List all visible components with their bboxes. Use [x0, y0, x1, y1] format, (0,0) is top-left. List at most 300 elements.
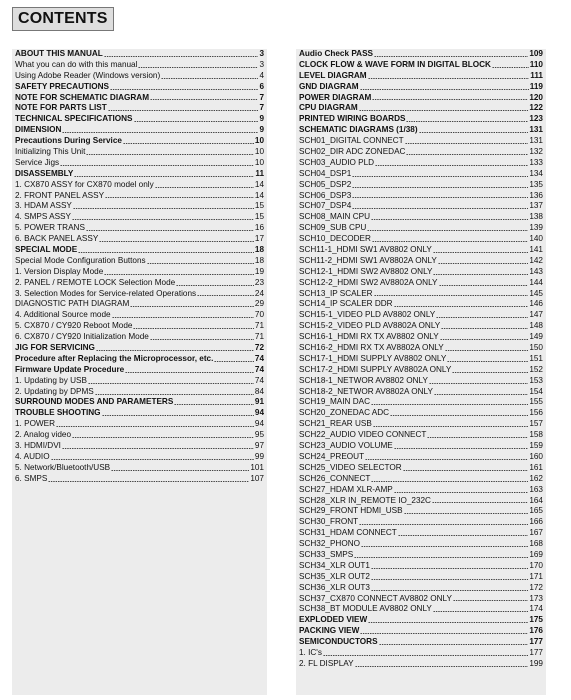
toc-entry-title: DIAGNOSTIC PATH DIAGRAM [15, 299, 130, 309]
toc-page-number: 107 [250, 473, 264, 483]
toc-entry-title: SCH32_PHONO [299, 539, 360, 549]
toc-subentry[interactable] [299, 398, 543, 409]
toc-subentry[interactable] [299, 147, 543, 158]
dot-leader [352, 175, 528, 178]
toc-page-number: 15 [254, 212, 264, 222]
toc-subentry[interactable] [299, 659, 543, 670]
toc-subentry[interactable] [15, 430, 264, 441]
toc-subentry[interactable] [15, 376, 264, 387]
dot-leader [104, 55, 259, 58]
toc-section-entry[interactable] [15, 365, 264, 376]
toc-entry-title: SCH36_XLR OUT3 [299, 582, 370, 592]
toc-page-number: 159 [529, 441, 543, 451]
toc-page-number: 7 [259, 92, 264, 102]
toc-subentry[interactable] [299, 485, 543, 496]
dot-leader [429, 382, 528, 385]
dot-leader [365, 458, 528, 461]
toc-subentry[interactable] [299, 539, 543, 550]
dot-leader [436, 316, 528, 319]
toc-entry-title: SCH35_XLR OUT2 [299, 571, 370, 581]
toc-subentry[interactable] [299, 234, 543, 245]
toc-section-entry[interactable] [15, 398, 264, 409]
toc-page-number: 9 [259, 125, 264, 135]
toc-entry-title: Initializing This Unit [15, 147, 86, 156]
toc-entry-title: SCH05_DSP2 [299, 179, 352, 189]
toc-page-number: 120 [529, 92, 543, 102]
toc-entry-title: SCH27_HDAM XLR-AMP [299, 484, 393, 494]
toc-page-number: 137 [529, 201, 543, 211]
dot-leader [368, 77, 530, 80]
dot-leader [371, 589, 528, 592]
toc-subentry[interactable] [299, 365, 543, 376]
toc-page-number: 149 [529, 332, 543, 342]
toc-subentry[interactable] [15, 299, 264, 310]
toc-subentry[interactable] [299, 517, 543, 528]
toc-subentry[interactable] [299, 267, 543, 278]
toc-subentry[interactable] [299, 550, 543, 561]
dot-leader [359, 523, 528, 526]
dot-leader [419, 131, 529, 134]
toc-page-number: 169 [529, 549, 543, 559]
toc-subentry[interactable] [15, 387, 264, 398]
dot-leader [352, 196, 528, 199]
dot-leader [72, 436, 254, 439]
dot-leader [62, 447, 254, 450]
dot-leader [433, 273, 528, 276]
toc-page-number: 23 [254, 277, 264, 287]
toc-entry-title: 3. HDMI/DVI [15, 441, 61, 451]
toc-section-entry[interactable] [299, 103, 543, 114]
toc-subentry[interactable] [299, 648, 543, 659]
dot-leader [352, 186, 528, 189]
toc-subentry[interactable] [15, 441, 264, 452]
toc-page-number: 135 [529, 179, 543, 189]
toc-subentry[interactable] [15, 212, 264, 223]
toc-page-number: 14 [254, 179, 264, 189]
dot-leader [323, 654, 528, 657]
toc-entry-title: SCH08_MAIN CPU [299, 212, 370, 222]
toc-section-entry[interactable] [15, 93, 264, 104]
toc-page-number: 160 [529, 451, 543, 461]
toc-page-number: 10 [254, 147, 264, 156]
dot-leader [394, 491, 529, 494]
dot-leader [123, 142, 254, 145]
toc-entry-title: SCH15-2_VIDEO PLD AV8802A ONLY [299, 321, 441, 331]
toc-entry-title: TECHNICAL SPECIFICATIONS [15, 114, 133, 124]
toc-section-entry[interactable] [15, 49, 264, 60]
toc-entry-title: SCH11-2_HDMI SW1 AV8802A ONLY [299, 255, 437, 265]
toc-subentry[interactable] [15, 191, 264, 202]
toc-entry-title: SCH09_SUB CPU [299, 223, 367, 233]
toc-entry-title: CLOCK FLOW & WAVE FORM IN DIGITAL BLOCK [299, 59, 491, 69]
toc-subentry[interactable] [299, 528, 543, 539]
toc-entry-title: SCH10_DECODER [299, 234, 371, 244]
toc-subentry[interactable] [299, 387, 543, 398]
toc-subentry[interactable] [299, 583, 543, 594]
toc-page-number: 131 [529, 136, 543, 146]
toc-entry-title: Firmware Update Procedure [15, 364, 125, 374]
toc-subentry[interactable] [299, 604, 543, 615]
dot-leader [86, 229, 254, 232]
dot-leader [434, 393, 528, 396]
toc-subentry[interactable] [15, 278, 264, 289]
toc-entry-title: 4. AUDIO [15, 451, 50, 461]
toc-entry-title: 1. POWER [15, 419, 56, 429]
toc-subentry[interactable] [299, 278, 543, 289]
toc-page-number: 145 [529, 288, 543, 298]
toc-subentry[interactable] [299, 256, 543, 267]
toc-page-number: 144 [529, 277, 543, 287]
dot-leader [374, 55, 528, 58]
toc-page-number: 177 [529, 647, 543, 657]
dot-leader [74, 175, 254, 178]
toc-subentry[interactable] [15, 71, 264, 82]
toc-section-entry[interactable] [15, 114, 264, 125]
toc-entry-title: POWER DIAGRAM [299, 92, 372, 102]
toc-entry-title: SCH20_ZONEDAC ADC [299, 408, 390, 418]
toc-entry-title: 3. HDAM ASSY [15, 201, 72, 211]
toc-subentry[interactable] [15, 234, 264, 245]
dot-leader [155, 186, 254, 189]
toc-page-number: 17 [254, 234, 264, 244]
toc-page-number: 157 [529, 419, 543, 429]
toc-page-number: 171 [529, 571, 543, 581]
toc-page-number: 11 [255, 168, 264, 178]
toc-entry-title: TROUBLE SHOOTING [15, 408, 101, 418]
dot-leader [441, 327, 528, 330]
dot-leader [99, 240, 254, 243]
toc-entry-title: SCH14_IP SCALER DDR [299, 299, 393, 309]
page-title: CONTENTS [12, 7, 114, 31]
dot-leader [398, 534, 529, 537]
toc-subentry[interactable] [15, 463, 264, 474]
toc-section-entry[interactable] [299, 93, 543, 104]
dot-leader [102, 414, 254, 417]
toc-subentry[interactable] [15, 310, 264, 321]
toc-page-number: 99 [254, 451, 264, 461]
toc-page-number: 173 [529, 593, 543, 603]
toc-page-number: 84 [254, 386, 264, 396]
toc-section-entry[interactable] [299, 71, 543, 82]
dot-leader [427, 436, 528, 439]
toc-section-entry[interactable] [15, 103, 264, 114]
toc-entry-title: SCH25_VIDEO SELECTOR [299, 462, 402, 472]
toc-section-entry[interactable] [299, 626, 543, 637]
toc-page-number: 142 [529, 255, 543, 265]
toc-left-column [12, 49, 267, 695]
toc-subentry[interactable] [299, 310, 543, 321]
dot-leader [406, 153, 528, 156]
toc-subentry[interactable] [299, 201, 543, 212]
toc-page-number: 174 [529, 604, 543, 614]
toc-page-number: 119 [529, 81, 543, 91]
toc-subentry[interactable] [299, 572, 543, 583]
toc-subentry[interactable] [299, 245, 543, 256]
toc-page-number: 141 [529, 245, 543, 255]
toc-entry-title: 5. POWER TRANS [15, 223, 85, 233]
toc-section-entry[interactable] [15, 245, 264, 256]
dot-leader [147, 262, 254, 265]
toc-subentry[interactable] [15, 60, 264, 71]
toc-page-number: 14 [254, 190, 264, 200]
toc-entry-title: SURROUND MODES AND PARAMETERS [15, 397, 174, 407]
toc-subentry[interactable] [299, 180, 543, 191]
toc-page-number: 156 [529, 408, 543, 418]
toc-section-entry[interactable] [299, 637, 543, 648]
toc-entry-title: 2. FRONT PANEL ASSY [15, 190, 105, 200]
toc-page-number: 155 [529, 397, 543, 407]
toc-page-number: 146 [529, 299, 543, 309]
toc-subentry[interactable] [299, 496, 543, 507]
dot-leader [372, 98, 528, 101]
toc-entry-title: Precautions During Service [15, 136, 122, 146]
toc-entry-title: SCH26_CONNECT [299, 473, 371, 483]
toc-entry-title: SCH24_PREOUT [299, 451, 365, 461]
toc-entry-title: SCH11-1_HDMI SW1 AV8802 ONLY [299, 245, 432, 255]
dot-leader [371, 218, 528, 221]
dot-leader [372, 240, 528, 243]
toc-page-number: 143 [529, 266, 543, 276]
toc-page-number: 167 [529, 528, 543, 538]
toc-page-number: 74 [254, 353, 264, 363]
toc-page-number: 154 [529, 386, 543, 396]
toc-subentry[interactable] [299, 561, 543, 572]
toc-entry-title: SCH34_XLR OUT1 [299, 560, 370, 570]
toc-entry-title: 6. SMPS [15, 473, 48, 483]
toc-subentry[interactable] [299, 594, 543, 605]
toc-subentry[interactable] [15, 201, 264, 212]
dot-leader [360, 88, 529, 91]
toc-section-entry[interactable] [15, 169, 264, 180]
toc-subentry[interactable] [299, 136, 543, 147]
dot-leader [354, 556, 528, 559]
toc-page-number: 9 [259, 114, 264, 124]
toc-entry-title: SCH16-1_HDMI RX TX AV8802 ONLY [299, 332, 439, 342]
toc-entry-title: SPECIAL MODE [15, 245, 78, 255]
toc-page-number: 150 [529, 343, 543, 353]
dot-leader [360, 632, 528, 635]
toc-page-number: 164 [529, 495, 543, 505]
toc-page-number: 151 [529, 353, 543, 363]
toc-page-number: 72 [254, 343, 264, 353]
toc-subentry[interactable] [15, 419, 264, 430]
toc-entry-title: 6. CX870 / CY920 Initialization Mode [15, 332, 149, 342]
toc-entry-title: 2. FL DISPLAY [299, 658, 354, 668]
toc-entry-title: Special Mode Configuration Buttons [15, 255, 146, 265]
dot-leader [394, 447, 529, 450]
toc-page-number: 24 [254, 288, 264, 298]
toc-section-entry[interactable] [299, 114, 543, 125]
dot-leader [447, 360, 528, 363]
dot-leader [78, 251, 254, 254]
toc-entry-title: PACKING VIEW [299, 626, 360, 636]
toc-subentry[interactable] [15, 452, 264, 463]
dot-leader [104, 273, 254, 276]
toc-page-number: 152 [529, 364, 543, 374]
toc-entry-title: Procedure after Replacing the Microprocessor, etc. [15, 353, 214, 363]
toc-right-column [296, 49, 546, 695]
dot-leader [390, 414, 528, 417]
toc-section-entry[interactable] [15, 136, 264, 147]
toc-page-number: 123 [529, 114, 543, 124]
dot-leader [361, 545, 528, 548]
toc-section-entry[interactable] [299, 615, 543, 626]
toc-entry-title: SCH12-1_HDMI SW2 AV8802 ONLY [299, 266, 433, 276]
toc-subentry[interactable] [299, 321, 543, 332]
toc-entry-title: SCH13_IP SCALER [299, 288, 373, 298]
toc-subentry[interactable] [15, 223, 264, 234]
toc-section-entry[interactable] [15, 125, 264, 136]
toc-subentry[interactable] [15, 147, 264, 158]
toc-page-number: 134 [529, 168, 543, 178]
dot-leader [130, 305, 254, 308]
toc-subentry[interactable] [299, 169, 543, 180]
toc-page-number: 133 [529, 157, 543, 167]
dot-leader [133, 327, 253, 330]
dot-leader [371, 567, 528, 570]
toc-entry-title: 1. IC's [299, 647, 322, 657]
toc-page-number: 153 [529, 375, 543, 385]
dot-leader [403, 469, 529, 472]
toc-page-number: 122 [529, 103, 543, 113]
toc-page-number: 15 [254, 201, 264, 211]
toc-subentry[interactable] [15, 180, 264, 191]
toc-page-number: 18 [254, 255, 264, 265]
toc-page-number: 10 [254, 136, 264, 146]
toc-subentry[interactable] [15, 321, 264, 332]
toc-section-entry[interactable] [299, 60, 543, 71]
toc-page-number: 71 [254, 332, 264, 342]
dot-leader [367, 229, 528, 232]
toc-subentry[interactable] [15, 289, 264, 300]
toc-page-number: 74 [254, 364, 264, 374]
dot-leader [112, 316, 254, 319]
toc-subentry[interactable] [15, 256, 264, 267]
toc-page-number: 94 [254, 408, 264, 418]
toc-page-number: 140 [529, 234, 543, 244]
dot-leader [433, 610, 528, 613]
dot-leader [197, 294, 254, 297]
toc-page-number: 3 [259, 49, 264, 58]
toc-entry-title: SCH18-2_NETWOR AV8802A ONLY [299, 386, 433, 396]
toc-section-entry[interactable] [299, 82, 543, 93]
toc-subentry[interactable] [299, 441, 543, 452]
toc-entry-title: SCH22_AUDIO VIDEO CONNECT [299, 430, 427, 440]
toc-entry-title: SCH30_FRONT [299, 517, 359, 527]
dot-leader [111, 469, 249, 472]
toc-subentry[interactable] [299, 376, 543, 387]
toc-subentry[interactable] [15, 474, 264, 485]
toc-subentry[interactable] [299, 419, 543, 430]
toc-page-number: 162 [529, 473, 543, 483]
toc-page-number: 101 [250, 462, 264, 472]
toc-subentry[interactable] [299, 408, 543, 419]
toc-subentry[interactable] [15, 158, 264, 169]
toc-section-entry[interactable] [15, 343, 264, 354]
toc-subentry[interactable] [299, 223, 543, 234]
toc-entry-title: NOTE FOR SCHEMATIC DIAGRAM [15, 92, 150, 102]
toc-subentry[interactable] [299, 332, 543, 343]
toc-subentry[interactable] [299, 343, 543, 354]
toc-page-number: 139 [529, 223, 543, 233]
toc-page-number: 163 [529, 484, 543, 494]
toc-entry-title: What you can do with this manual [15, 59, 138, 69]
toc-entry-title: SCH23_AUDIO VOLUME [299, 441, 393, 451]
toc-subentry[interactable] [299, 191, 543, 202]
toc-subentry[interactable] [299, 212, 543, 223]
toc-section-entry[interactable] [15, 82, 264, 93]
toc-entry-title: 4. SMPS ASSY [15, 212, 71, 222]
toc-page-number: 91 [254, 397, 264, 407]
dot-leader [352, 207, 528, 210]
toc-subentry[interactable] [15, 332, 264, 343]
toc-entry-title: SCH28_XLR IN_REMOTE IO_232C [299, 495, 431, 505]
toc-subentry[interactable] [299, 158, 543, 169]
toc-subentry[interactable] [299, 299, 543, 310]
toc-page-number: 94 [254, 419, 264, 429]
dot-leader [138, 66, 258, 69]
toc-entry-title: 1. Updating by USB [15, 375, 87, 385]
toc-subentry[interactable] [299, 463, 543, 474]
dot-leader [110, 88, 258, 91]
toc-entry-title: SCH07_DSP4 [299, 201, 352, 211]
dot-leader [433, 251, 528, 254]
toc-page-number: 70 [254, 310, 264, 320]
dot-leader [404, 512, 529, 515]
dot-leader [134, 120, 259, 123]
toc-entry-title: Service Jigs [15, 157, 60, 167]
dot-leader [88, 382, 254, 385]
dot-leader [96, 349, 254, 352]
toc-entry-title: SCH18-1_NETWOR AV8802 ONLY [299, 375, 428, 385]
toc-subentry[interactable] [299, 289, 543, 300]
dot-leader [492, 66, 529, 69]
toc-entry-title: SCH37_CX870 CONNECT AV8802 ONLY [299, 593, 452, 603]
toc-page-number: 109 [529, 49, 543, 58]
dot-leader [56, 425, 254, 428]
toc-subentry[interactable] [15, 267, 264, 278]
toc-entry-title: SEMICONDUCTORS [299, 637, 378, 647]
toc-section-entry[interactable] [15, 354, 264, 365]
toc-entry-title: 3. Selection Modes for Service-related Operations [15, 288, 197, 298]
dot-leader [452, 371, 528, 374]
toc-entry-title: SAFETY PRECAUTIONS [15, 81, 110, 91]
toc-entry-title: SCH16-2_HDMI RX TX AV8802A ONLY [299, 343, 444, 353]
toc-subentry[interactable] [299, 506, 543, 517]
toc-entry-title: SCH29_FRONT HDMI_USB [299, 506, 403, 516]
dot-leader [368, 621, 528, 624]
toc-page-number: 165 [529, 506, 543, 516]
toc-page-number: 177 [529, 637, 543, 647]
dot-leader [453, 599, 528, 602]
toc-subentry[interactable] [299, 430, 543, 441]
toc-section-entry[interactable] [299, 49, 543, 60]
toc-page-number: 10 [254, 157, 264, 167]
dot-leader [359, 109, 529, 112]
toc-subentry[interactable] [299, 474, 543, 485]
toc-section-entry[interactable] [15, 408, 264, 419]
dot-leader [355, 665, 529, 668]
toc-page-number: 147 [529, 310, 543, 320]
toc-entry-title: SCH01_DIGITAL CONNECT [299, 136, 404, 146]
toc-page-number: 131 [529, 125, 543, 135]
toc-page-number: 199 [529, 658, 543, 668]
toc-section-entry[interactable] [299, 125, 543, 136]
toc-subentry[interactable] [299, 354, 543, 365]
toc-subentry[interactable] [299, 452, 543, 463]
toc-page-number: 18 [254, 245, 264, 255]
toc-page-number: 7 [259, 103, 264, 113]
